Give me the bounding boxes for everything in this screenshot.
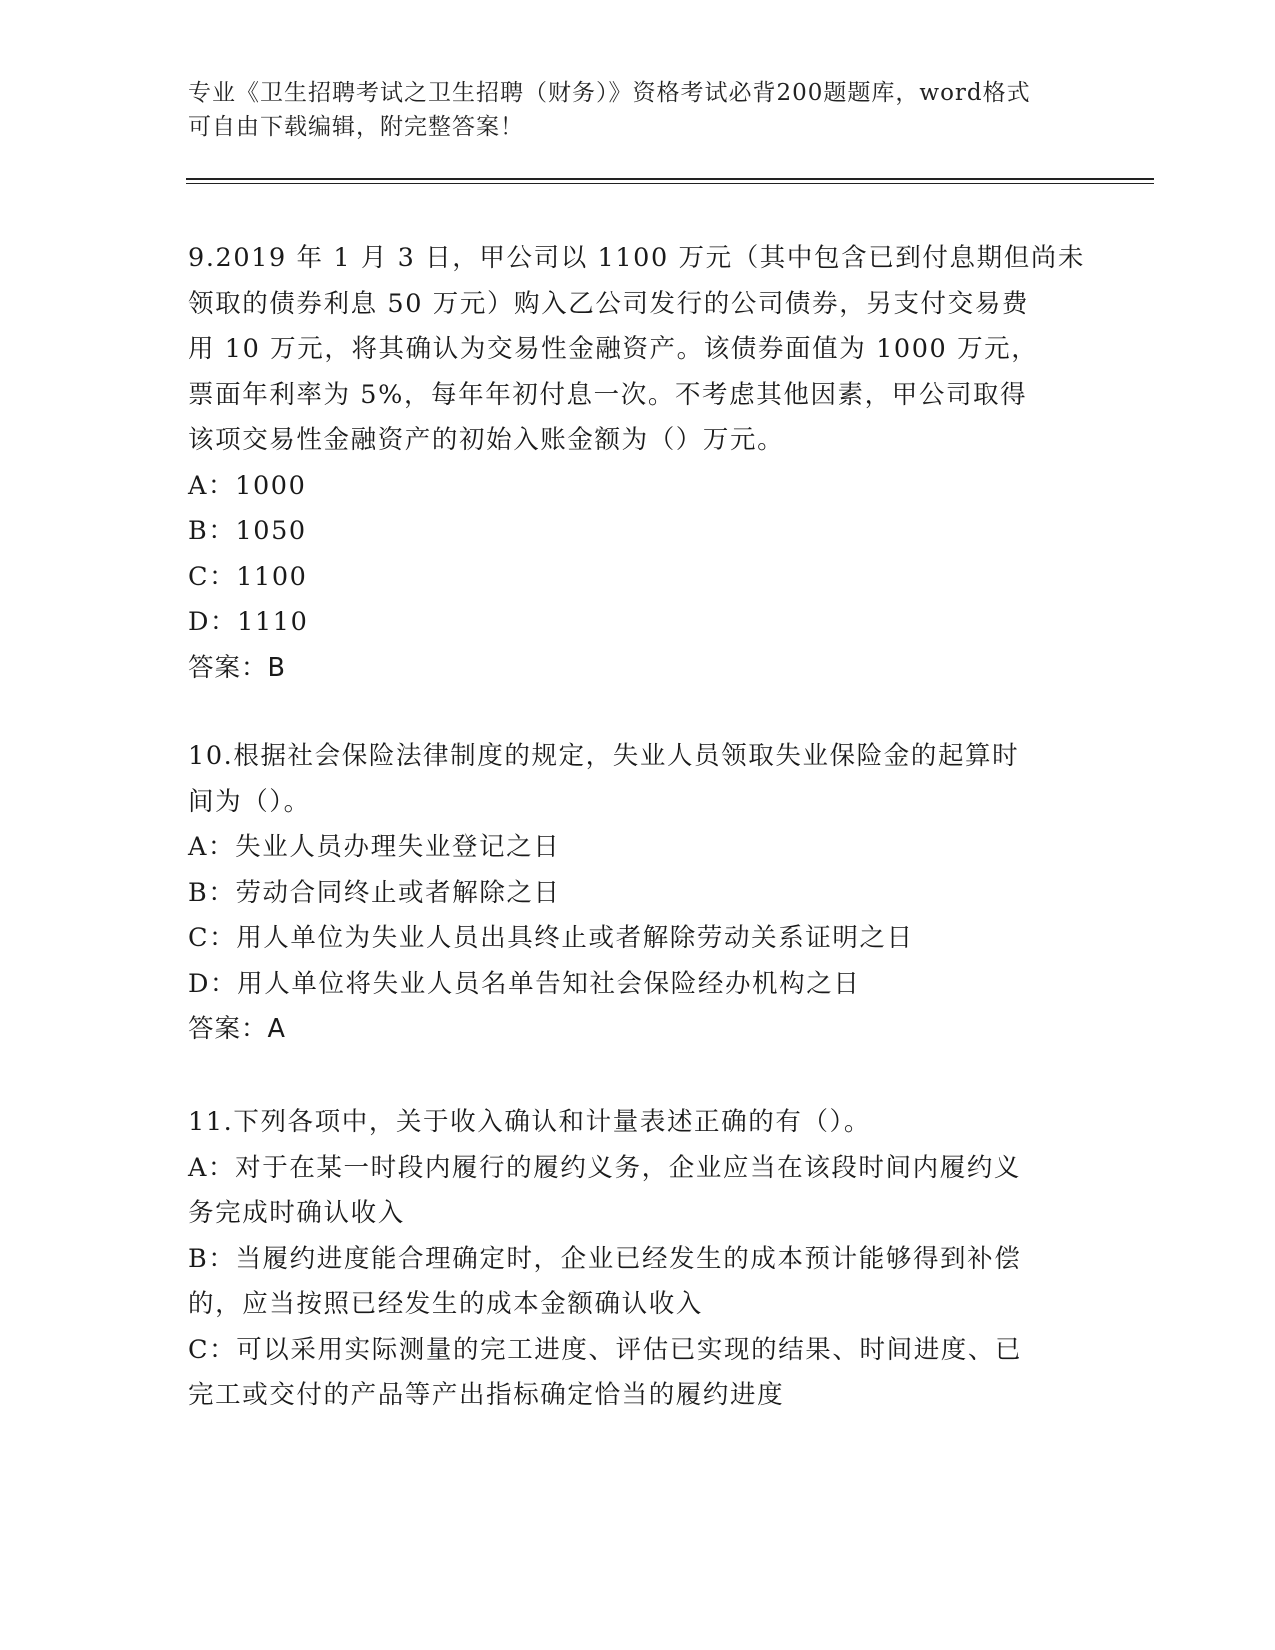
- header-title-line-1: 专业《卫生招聘考试之卫生招聘（财务）》资格考试必背200题题库，word格式: [188, 80, 1031, 106]
- option-b: B：1050: [188, 516, 307, 546]
- option-b-line: 的，应当按照已经发生的成本金额确认收入: [188, 1289, 703, 1319]
- question-stem-line: 领取的债券利息 50 万元）购入乙公司发行的公司债券，另支付交易费: [188, 288, 1029, 319]
- option-d: D：用人单位将失业人员名单告知社会保险经办机构之日: [188, 968, 861, 999]
- question-stem-line: 该项交易性金融资产的初始入账金额为（）万元。: [188, 425, 785, 455]
- option-a: A：1000: [188, 470, 307, 501]
- question-stem-line: 票面年利率为 5%，每年年初付息一次。不考虑其他因素，甲公司取得: [188, 379, 1028, 410]
- page-header: [188, 76, 1068, 144]
- header-title-line-2: 可自由下载编辑，附完整答案！: [188, 114, 524, 140]
- question-stem-line: 10.根据社会保险法律制度的规定，失业人员领取失业保险金的起算时: [188, 741, 1020, 771]
- question-9: [188, 236, 1088, 691]
- question-10: [188, 734, 1088, 1053]
- option-c-line: 完工或交付的产品等产出指标确定恰当的履约进度: [188, 1380, 785, 1410]
- option-a-line: 务完成时确认收入: [188, 1198, 405, 1228]
- option-a-line: A：对于在某一时段内履行的履约义务，企业应当在该段时间内履约义: [188, 1152, 1022, 1183]
- header-divider: [186, 178, 1154, 184]
- question-stem-line: 9.2019 年 1 月 3 日，甲公司以 1100 万元（其中包含已到付息期但尚未: [188, 243, 1086, 273]
- option-d: D：1110: [188, 607, 309, 637]
- answer-label: 答案：B: [188, 652, 286, 683]
- question-stem-line: 间为（）。: [188, 786, 311, 817]
- question-stem-line: 用 10 万元，将其确认为交易性金融资产。该债券面值为 1000 万元，: [188, 334, 1039, 364]
- option-c: C：用人单位为失业人员出具终止或者解除劳动关系证明之日: [188, 923, 914, 953]
- question-11: [188, 1100, 1088, 1419]
- answer-label: 答案：A: [188, 1014, 286, 1044]
- option-b-line: B：当履约进度能合理确定时，企业已经发生的成本预计能够得到补偿: [188, 1243, 1022, 1274]
- option-c: C：1100: [188, 561, 308, 592]
- option-a: A：失业人员办理失业登记之日: [188, 832, 561, 862]
- question-stem-line: 11.下列各项中，关于收入确认和计量表述正确的有（）。: [188, 1107, 872, 1137]
- option-c-line: C：可以采用实际测量的完工进度、评估已实现的结果、时间进度、已: [188, 1334, 1023, 1365]
- option-b: B：劳动合同终止或者解除之日: [188, 877, 561, 908]
